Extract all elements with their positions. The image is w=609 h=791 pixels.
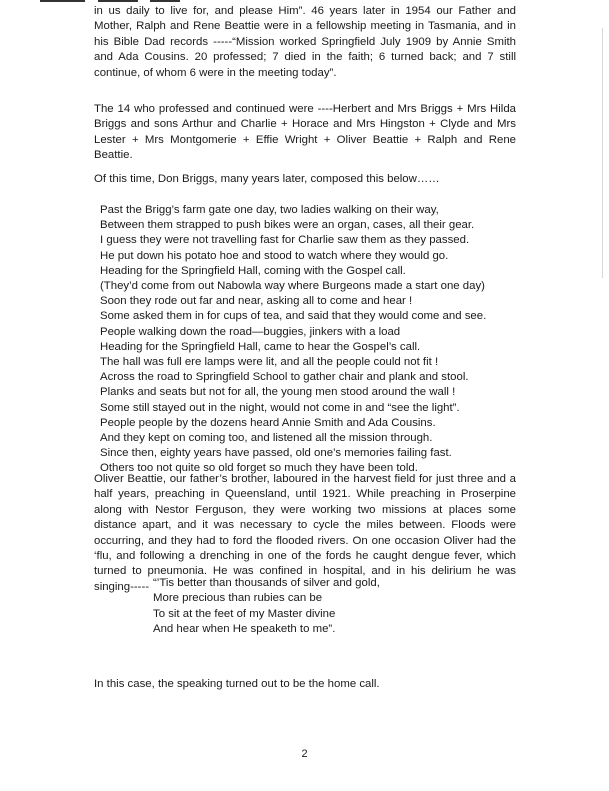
hymn-line: To sit at the feet of my Master divine: [153, 607, 336, 620]
hymn-line: “’Tis better than thousands of silver and gold,: [153, 577, 380, 589]
poem-line: Some still stayed out in the night, would not come in and “see the light”.: [100, 401, 460, 414]
poem-line: Since then, eighty years have passed, old one’s memories failing fast.: [100, 447, 452, 460]
poem-line: Between them strapped to push bikes were an organ, cases, all their gear.: [100, 219, 475, 232]
poem-line: (They’d come from out Nabowla way where Burgeons made a start one day): [100, 280, 485, 293]
poem-intro-text: Of this time, Don Briggs, many years later, composed this below……: [94, 173, 440, 185]
poem-line: Heading for the Springfield Hall, coming with the Gospel call.: [100, 264, 406, 277]
intro-text: in us daily to live for, and please Him”. 46 years later in 1954 our Father and Mother, Ralph and Rene Beattie were in a fellowship meeting in Tasmania, and in his Bible Dad records -----“Mission worked Springfield July 1909 by Annie Smith and Ada Cousins. 20 professed; 7 died in the faith; 6 turned back; and 7 still continue, of whom 6 were in the meeting today”.: [94, 5, 516, 79]
poem-line: Heading for the Springfield Hall, came to hear the Gospel’s call.: [100, 340, 421, 353]
oliver-text: Oliver Beattie, our father’s brother, laboured in the harvest field for just three and a half years, preaching in Queensland, until 1921. While preaching in Proserpine along with Nestor Ferguson, they were working two missions at places some distance apart, and it was necessary to cycle the miles between. Floods were occurring, and they had to ford the flooded rivers. On one occasion Oliver had the ‘flu, and following a drenching in one of the fords he caught dengue fever, which turned to pneumonia. He was confined in hospital, and in his delirium he was singing-----: [94, 473, 516, 593]
top-edge-mark: [40, 0, 85, 2]
poem-line: People people by the dozens heard Annie Smith and Ada Cousins.: [100, 416, 436, 429]
hymn-line: And hear when He speaketh to me”.: [153, 623, 336, 636]
poem: [100, 203, 530, 477]
professed-text: The 14 who professed and continued were ----Herbert and Mrs Briggs + Mrs Hilda Briggs and sons Arthur and Charlie + Horace and Mrs Hingston + Clyde and Mrs Lester + Mrs Montgomerie + Effie Wright + Oliver Beattie + Ralph and Rene Beattie.: [94, 103, 516, 162]
poem-line: Soon they rode out far and near, asking all to come and hear !: [100, 295, 413, 308]
poem-line: Others too not quite so old forget so much they have been told.: [100, 462, 418, 475]
poem-intro-paragraph: [94, 172, 516, 187]
top-edge-mark: [98, 0, 138, 2]
hymn-quote: [153, 576, 380, 638]
poem-line: Across the road to Springfield School to gather chair and plank and stool.: [100, 371, 469, 384]
poem-line: He put down his potato hoe and stood to watch where they would go.: [100, 249, 449, 262]
closing-paragraph: [94, 677, 516, 692]
poem-line: People walking down the road—buggies, jinkers with a load: [100, 325, 401, 338]
page-number: 2: [301, 748, 308, 760]
poem-line: And they kept on coming too, and listened all the mission through.: [100, 432, 433, 445]
closing-text: In this case, the speaking turned out to be the home call.: [94, 678, 380, 690]
poem-line: The hall was full ere lamps were lit, and all the people could not fit !: [100, 356, 439, 369]
poem-line: Planks and seats but not for all, the young men stood around the wall !: [100, 386, 456, 399]
scan-edge-line: [602, 28, 603, 278]
professed-paragraph: [94, 102, 516, 164]
poem-line: I guess they were not travelling fast for Charlie saw them as they passed.: [100, 234, 470, 247]
top-edge-mark: [150, 0, 180, 2]
poem-line: Past the Brigg’s farm gate one day, two ladies walking on their way,: [100, 204, 439, 216]
hymn-line: More precious than rubies can be: [153, 592, 323, 605]
intro-paragraph: [94, 4, 516, 81]
poem-line: Some asked them in for cups of tea, and said that they would come and see.: [100, 310, 487, 323]
